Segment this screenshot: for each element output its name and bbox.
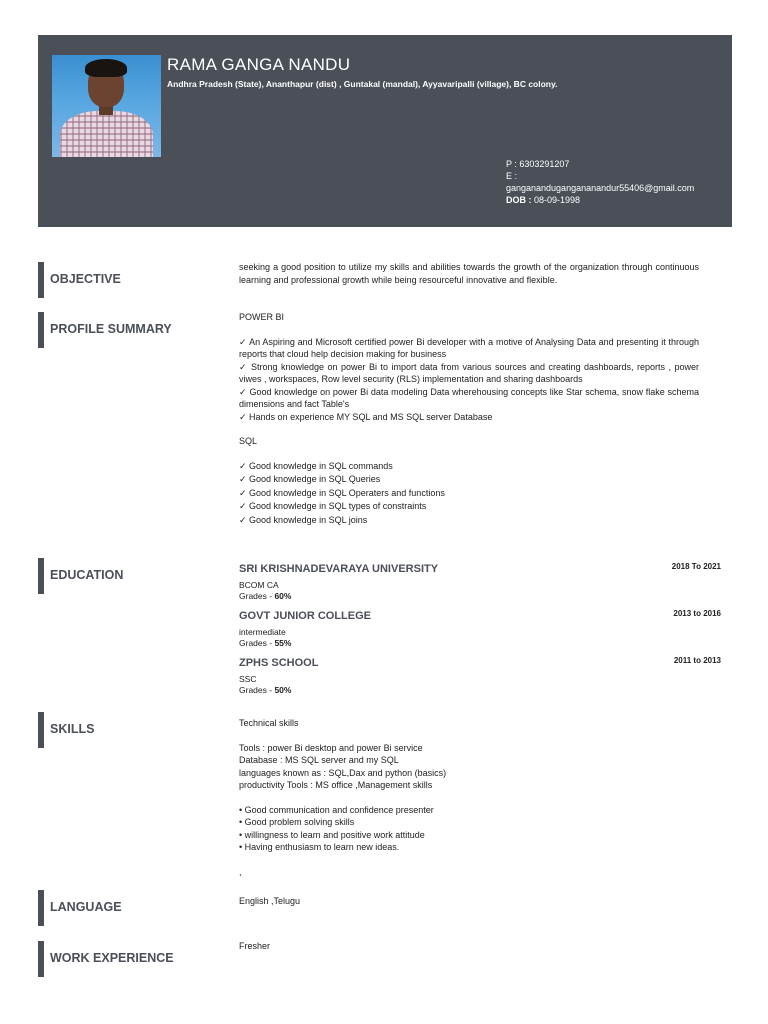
objective-text: seeking a good position to utilize my skills and abilities towards the growth of the organization through continuous learning and professional growth while being resourceful innovative and flexible.: [239, 262, 699, 285]
soft-skill-item: • Good communication and confidence presenter: [239, 804, 434, 815]
skills-content: [239, 717, 699, 878]
education-entry: [239, 657, 699, 697]
course-name: intermediate: [239, 626, 286, 637]
education-dates: 2013 to 2016: [673, 609, 721, 618]
grades-label: Grades -: [239, 591, 275, 601]
course-name: BCOM CA: [239, 579, 279, 590]
grade-line: [239, 685, 699, 697]
dob-value: 08-09-1998: [534, 195, 581, 205]
technical-skill-item: Database : MS SQL server and my SQL: [239, 755, 399, 765]
sql-item: ✓ Good knowledge in SQL Operaters and functions: [239, 487, 445, 498]
email-label: E :: [506, 171, 518, 181]
soft-skill-item: • Good problem solving skills: [239, 817, 355, 827]
powerbi-title: POWER BI: [239, 312, 285, 322]
soft-skill-item: • Having enthusiasm to learn new ideas.: [239, 842, 400, 852]
section-work-experience: WORK EXPERIENCE: [38, 941, 218, 977]
sql-title: SQL: [239, 436, 258, 446]
technical-skill-item: productivity Tools : MS office ,Management skills: [239, 780, 433, 790]
institution-name: SRI KRISHNADEVARAYA UNIVERSITY: [239, 563, 439, 575]
sql-item: ✓ Good knowledge in SQL commands: [239, 460, 393, 471]
course-name: SSC: [239, 673, 257, 684]
section-education: EDUCATION: [38, 558, 218, 594]
photo-shirt: [60, 111, 153, 157]
skills-trailing-mark: ,: [239, 866, 242, 877]
dob-label: DOB :: [506, 195, 532, 205]
phone-number: 6303291207: [519, 159, 570, 169]
sql-item: ✓ Good knowledge in SQL joins: [239, 514, 368, 525]
sql-item: ✓ Good knowledge in SQL types of constraints: [239, 501, 427, 511]
section-objective: OBJECTIVE: [38, 262, 218, 298]
grades-label: Grades -: [239, 638, 275, 648]
candidate-name: RAMA GANGA NANDU: [167, 55, 351, 74]
grade-value: 50%: [274, 685, 292, 695]
dob-line: [506, 194, 726, 206]
email-address: ganganandugangananandur55406@gmail.com: [506, 183, 695, 193]
resume-header: [38, 35, 732, 227]
grade-line: [239, 591, 699, 603]
education-dates: 2011 to 2013: [673, 656, 721, 665]
education-entry: [239, 563, 699, 603]
candidate-address: Andhra Pradesh (State), Ananthapur (dist) , Guntakal (mandal), Ayyavaripalli (village), BC colony.: [167, 79, 558, 89]
education-dates: 2018 To 2021: [671, 562, 721, 571]
education-entry: [239, 610, 699, 650]
sql-item: ✓ Good knowledge in SQL Queries: [239, 474, 381, 484]
section-skills: SKILLS: [38, 712, 218, 748]
phone-label: P :: [506, 159, 517, 169]
profile-summary-content: [239, 311, 699, 527]
section-profile-summary: PROFILE SUMMARY: [38, 312, 218, 348]
institution-name: GOVT JUNIOR COLLEGE: [239, 610, 372, 622]
powerbi-item: ✓ Strong knowledge on power Bi to import data from various sources and creating dashboards, reports , power viwes , workspaces, Row level security (RLS) implementation and sharing dashboards: [239, 361, 699, 384]
grades-label: Grades -: [239, 685, 275, 695]
soft-skill-item: • willingness to learn and positive work attitude: [239, 829, 425, 840]
powerbi-item: ✓ An Aspiring and Microsoft certified power Bi developer with a motive of Analysing Data and presenting it through reports that cloud help decision making for business: [239, 336, 699, 359]
institution-name: ZPHS SCHOOL: [239, 657, 319, 669]
grade-line: [239, 638, 699, 650]
powerbi-item: ✓ Hands on experience MY SQL and MS SQL server Database: [239, 411, 493, 422]
contact-block: [506, 158, 726, 206]
technical-skill-item: languages known as : SQL,Dax and python (basics): [239, 767, 447, 778]
phone-line: [506, 158, 726, 170]
language-text: English ,Telugu: [239, 896, 301, 906]
grade-value: 55%: [274, 638, 292, 648]
grade-value: 60%: [274, 591, 292, 601]
technical-skills-title: Technical skills: [239, 718, 299, 728]
technical-skill-item: Tools : power Bi desktop and power Bi service: [239, 742, 423, 753]
photo-hair: [85, 59, 127, 77]
section-language: LANGUAGE: [38, 890, 218, 926]
powerbi-item: ✓ Good knowledge on power Bi data modeling Data wherehousing concepts like Star schema, snow flake schema dimensions and fact Table's: [239, 386, 699, 409]
profile-photo: [52, 55, 161, 157]
work-experience-text: Fresher: [239, 941, 271, 951]
